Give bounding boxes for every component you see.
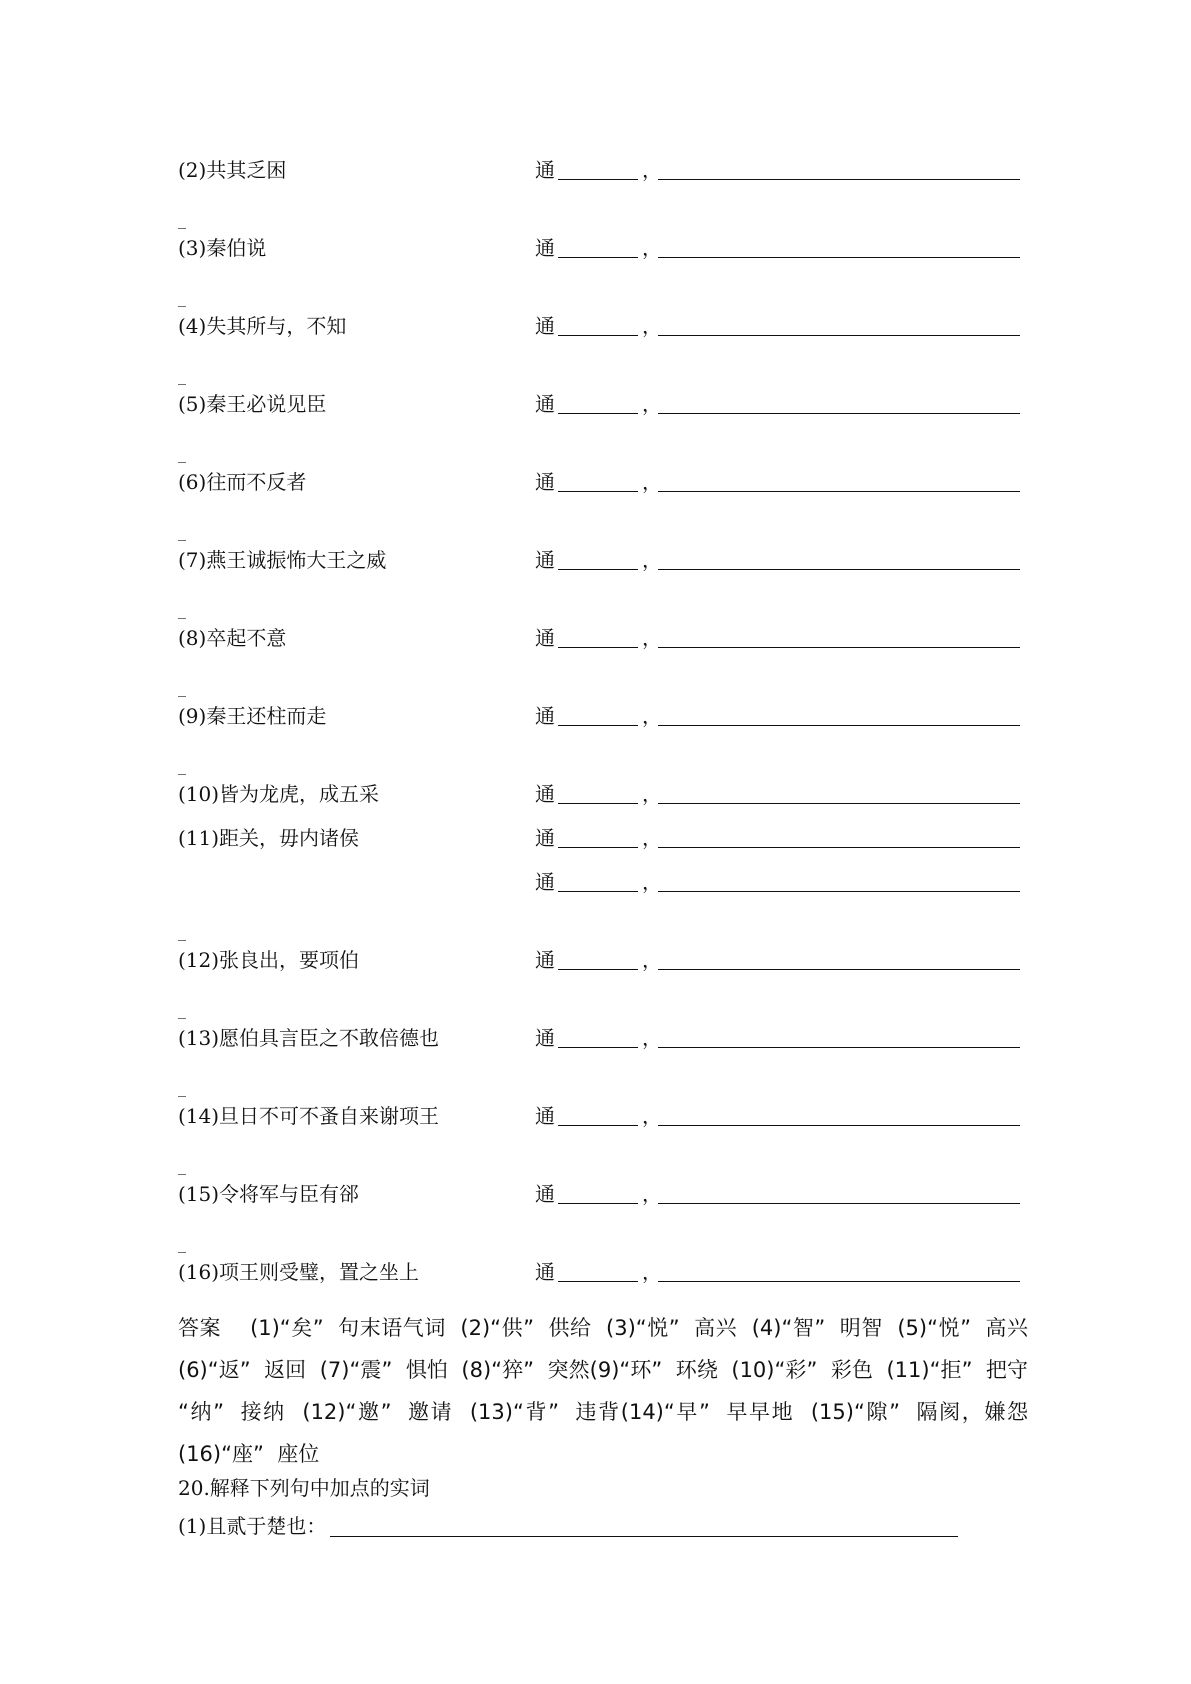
tongjia-char-blank[interactable] xyxy=(558,1203,638,1204)
sentence-5: (5)秦王必说见臣 xyxy=(178,392,327,416)
tongjia-char-blank[interactable] xyxy=(558,491,638,492)
tongjia-char-blank[interactable] xyxy=(558,725,638,726)
answer-text: (1)“矣” 句末语气词 (2)“供” 供给 (3)“悦” 高兴 (4)“智” 明智 (5)“悦” 高兴(6)“返” 返回 (7)“震” 惧怕 (8)“猝” 突然(9)“环” 环绕 (10)“彩” 彩色 (11)“拒” 把守 “纳” 接纳 (12)“邀” 邀请 (13)“背” 违背(14)“早” 早早地 (15)“隙” 隔阂，嫌怨 (16)“座” 座位 xyxy=(178,1316,1042,1466)
tong-label: 通 xyxy=(535,1104,555,1128)
dash-mark: _ xyxy=(178,1234,186,1253)
tongjia-char-blank[interactable] xyxy=(558,1125,638,1126)
sentence-4: (4)失其所与，不知 xyxy=(178,314,347,338)
comma: ， xyxy=(642,1026,662,1050)
exercise-row xyxy=(178,823,1023,853)
answer-blanks xyxy=(535,155,1023,185)
tongjia-char-blank[interactable] xyxy=(558,891,638,892)
comma: ， xyxy=(642,314,662,338)
meaning-blank[interactable] xyxy=(658,803,1020,804)
sentence-2: (2)共其乏困 xyxy=(178,158,287,182)
dash-mark: _ xyxy=(178,210,186,229)
meaning-blank[interactable] xyxy=(658,257,1020,258)
exercise-row xyxy=(178,545,1023,575)
answer-blanks xyxy=(535,823,1023,853)
answer-blanks xyxy=(535,1179,1023,1209)
exercise-row xyxy=(178,1101,1023,1131)
meaning-blank[interactable] xyxy=(658,413,1020,414)
comma: ， xyxy=(642,158,662,182)
answer-blanks xyxy=(535,233,1023,263)
dash-mark: _ xyxy=(178,444,186,463)
meaning-blank[interactable] xyxy=(658,891,1020,892)
tong-label: 通 xyxy=(535,1260,555,1284)
question-20-item-1-blank[interactable] xyxy=(330,1536,958,1537)
tongjia-char-blank[interactable] xyxy=(558,647,638,648)
tongjia-char-blank[interactable] xyxy=(558,179,638,180)
meaning-blank[interactable] xyxy=(658,335,1020,336)
meaning-blank[interactable] xyxy=(658,1125,1020,1126)
tongjia-char-blank[interactable] xyxy=(558,803,638,804)
tong-label: 通 xyxy=(535,158,555,182)
exercise-row xyxy=(178,623,1023,653)
sentence-7: (7)燕王诚振怖大王之威 xyxy=(178,548,387,572)
comma: ， xyxy=(642,826,662,850)
question-20-item-1: (1)且贰于楚也： xyxy=(178,1514,327,1538)
exercise-row xyxy=(178,233,1023,263)
tongjia-char-blank[interactable] xyxy=(558,969,638,970)
dash-mark: _ xyxy=(178,922,186,941)
comma: ， xyxy=(642,704,662,728)
tong-label: 通 xyxy=(535,1026,555,1050)
meaning-blank[interactable] xyxy=(658,847,1020,848)
answer-block xyxy=(178,1307,1042,1475)
tong-label: 通 xyxy=(535,704,555,728)
sentence-16: (16)项王则受璧，置之坐上 xyxy=(178,1260,420,1284)
tongjia-char-blank[interactable] xyxy=(558,1281,638,1282)
dash-mark: _ xyxy=(178,600,186,619)
answer-blanks xyxy=(535,389,1023,419)
comma: ， xyxy=(642,392,662,416)
sentence-12: (12)张良出，要项伯 xyxy=(178,948,360,972)
meaning-blank[interactable] xyxy=(658,647,1020,648)
exercise-row xyxy=(178,389,1023,419)
sentence-8: (8)卒起不意 xyxy=(178,626,287,650)
tongjia-char-blank[interactable] xyxy=(558,413,638,414)
tong-label: 通 xyxy=(535,782,555,806)
answer-blanks xyxy=(535,545,1023,575)
comma: ， xyxy=(642,236,662,260)
comma: ， xyxy=(642,948,662,972)
meaning-blank[interactable] xyxy=(658,1047,1020,1048)
exercise-row xyxy=(178,1179,1023,1209)
answer-blanks xyxy=(535,779,1023,809)
dash-mark: _ xyxy=(178,366,186,385)
sentence-13: (13)愿伯具言臣之不敢倍德也 xyxy=(178,1026,440,1050)
tong-label: 通 xyxy=(535,392,555,416)
tong-label: 通 xyxy=(535,870,555,894)
tong-label: 通 xyxy=(535,1182,555,1206)
answer-label: 答案 xyxy=(178,1316,222,1340)
comma: ， xyxy=(642,548,662,572)
dash-mark: _ xyxy=(178,288,186,307)
answer-blanks xyxy=(535,1257,1023,1287)
tong-label: 通 xyxy=(535,626,555,650)
tongjia-char-blank[interactable] xyxy=(558,257,638,258)
exercise-row xyxy=(178,311,1023,341)
sentence-3: (3)秦伯说 xyxy=(178,236,267,260)
comma: ， xyxy=(642,1104,662,1128)
tong-label: 通 xyxy=(535,470,555,494)
tong-label: 通 xyxy=(535,826,555,850)
exercise-row xyxy=(178,155,1023,185)
sentence-9: (9)秦王还柱而走 xyxy=(178,704,327,728)
comma: ， xyxy=(642,1182,662,1206)
dash-mark: _ xyxy=(178,756,186,775)
tongjia-char-blank[interactable] xyxy=(558,1047,638,1048)
question-20-title: 20.解释下列句中加点的实词 xyxy=(178,1476,430,1500)
dash-mark: _ xyxy=(178,1156,186,1175)
answer-spacer xyxy=(228,1316,242,1340)
comma: ， xyxy=(642,782,662,806)
answer-blanks xyxy=(535,1023,1023,1053)
exercise-row xyxy=(178,1257,1023,1287)
meaning-blank[interactable] xyxy=(658,569,1020,570)
answer-blanks xyxy=(535,1101,1023,1131)
sentence-10: (10)皆为龙虎，成五采 xyxy=(178,782,380,806)
sentence-14: (14)旦日不可不蚤自来谢项王 xyxy=(178,1104,440,1128)
sentence-15: (15)令将军与臣有郤 xyxy=(178,1182,360,1206)
dash-mark: _ xyxy=(178,1078,186,1097)
meaning-blank[interactable] xyxy=(658,179,1020,180)
answer-blanks xyxy=(535,701,1023,731)
sentence-11: (11)距关，毋内诸侯 xyxy=(178,826,360,850)
meaning-blank[interactable] xyxy=(658,1203,1020,1204)
comma: ， xyxy=(642,1260,662,1284)
dash-mark: _ xyxy=(178,522,186,541)
comma: ， xyxy=(642,470,662,494)
answer-blanks xyxy=(535,467,1023,497)
meaning-blank[interactable] xyxy=(658,725,1020,726)
tongjia-char-blank[interactable] xyxy=(558,335,638,336)
answer-blanks xyxy=(535,945,1023,975)
exercise-row-extra xyxy=(178,867,1023,897)
meaning-blank[interactable] xyxy=(658,1281,1020,1282)
tong-label: 通 xyxy=(535,236,555,260)
meaning-blank[interactable] xyxy=(658,491,1020,492)
dash-mark: _ xyxy=(178,678,186,697)
meaning-blank[interactable] xyxy=(658,969,1020,970)
answer-blanks xyxy=(535,311,1023,341)
exercise-row xyxy=(178,701,1023,731)
tong-label: 通 xyxy=(535,948,555,972)
tong-label: 通 xyxy=(535,548,555,572)
tong-label: 通 xyxy=(535,314,555,338)
exercise-row xyxy=(178,779,1023,809)
answer-blanks xyxy=(535,867,1023,897)
exercise-row xyxy=(178,467,1023,497)
sentence-6: (6)往而不反者 xyxy=(178,470,307,494)
tongjia-char-blank[interactable] xyxy=(558,847,638,848)
exercise-row xyxy=(178,945,1023,975)
dash-mark: _ xyxy=(178,1000,186,1019)
comma: ， xyxy=(642,870,662,894)
exercise-row xyxy=(178,1023,1023,1053)
tongjia-char-blank[interactable] xyxy=(558,569,638,570)
answer-blanks xyxy=(535,623,1023,653)
comma: ， xyxy=(642,626,662,650)
